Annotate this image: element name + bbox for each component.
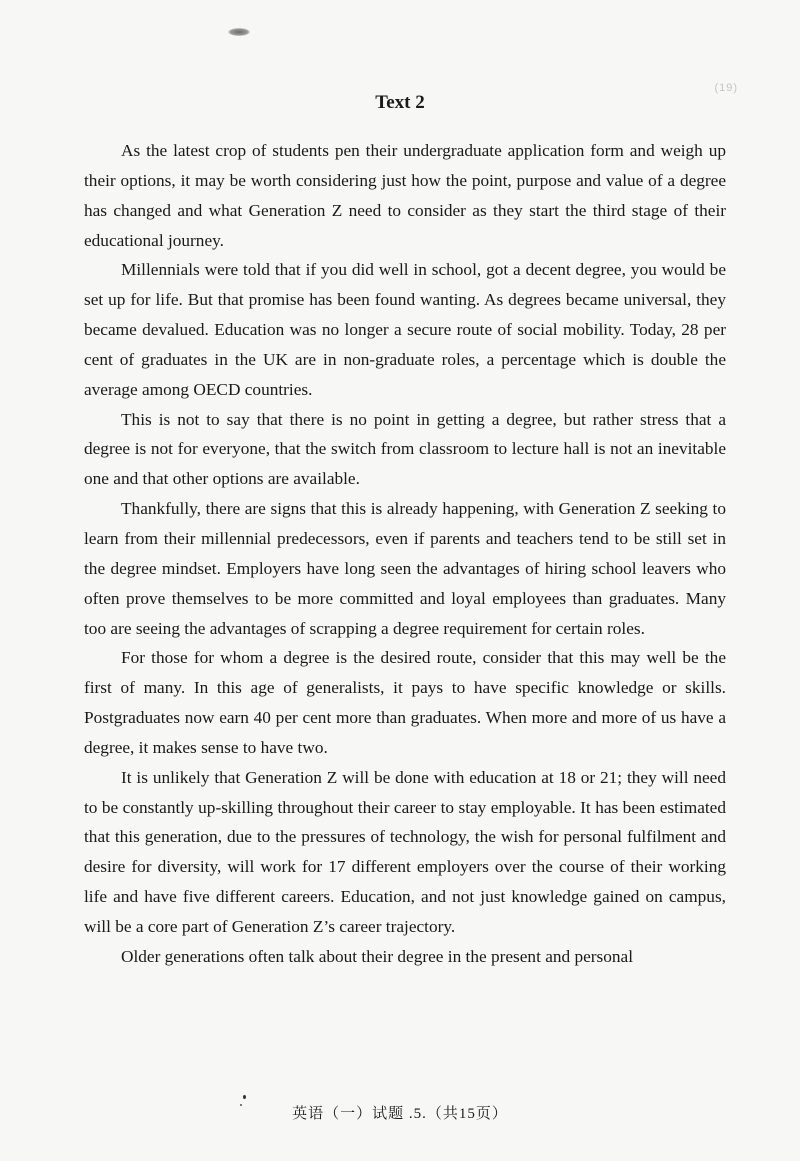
paragraph-3: This is not to say that there is no point in getting a degree, but rather stress that a degree is not for everyone, that the switch from classroom to lecture hall is not an inevitable one and that other options are available. [84, 409, 726, 489]
paragraph-4: Thankfully, there are signs that this is already happening, with Generation Z seeking to learn from their millennial predecessors, even if parents and teachers tend to be still set in the degree mindset. Employers have long seen the advantages of hiring school leavers who often prove themselves to be more committed and loyal employees than graduates. Many too are seeing the advantages of scrapping a degree requirement for certain roles. [84, 499, 726, 638]
ink-smudge [228, 28, 250, 36]
article-body [84, 136, 726, 972]
paragraph-6: It is unlikely that Generation Z will be done with education at 18 or 21; they will need to be constantly up-skilling throughout their career to stay employable. It has been estimated that this generation, due to the pressures of technology, the wish for personal fulfilment and desire for diversity, will work for 17 different employers over the course of their working life and have five different careers. Education, and not just knowledge gained on campus, will be a core part of Generation Z’s career trajectory. [84, 767, 726, 936]
ink-dot [243, 1095, 246, 1099]
paragraph-1: As the latest crop of students pen their undergraduate application form and weigh up their options, it may be worth considering just how the point, purpose and value of a degree has changed and what Generation Z need to consider as they start the third stage of their educational journey. [84, 141, 726, 250]
page-title: Text 2 [375, 92, 425, 113]
paragraph-7: Older generations often talk about their degree in the present and personal [121, 946, 634, 966]
page-mark: (19) [714, 82, 738, 94]
page-footer: 英语（一）试题 .5.（共15页） [292, 1106, 508, 1122]
paragraph-5: For those for whom a degree is the desired route, consider that this may well be the first of many. In this age of generalists, it pays to have specific knowledge or skills. Postgraduates now earn 40 per cent more than graduates. When more and more of us have a degree, it makes sense to have two. [84, 648, 726, 757]
paragraph-2: Millennials were told that if you did well in school, got a decent degree, you would be set up for life. But that promise has been found wanting. As degrees became universal, they became devalued. Education was no longer a secure route of social mobility. Today, 28 per cent of graduates in the UK are in non-graduate roles, a percentage which is double the average among OECD countries. [84, 260, 726, 399]
